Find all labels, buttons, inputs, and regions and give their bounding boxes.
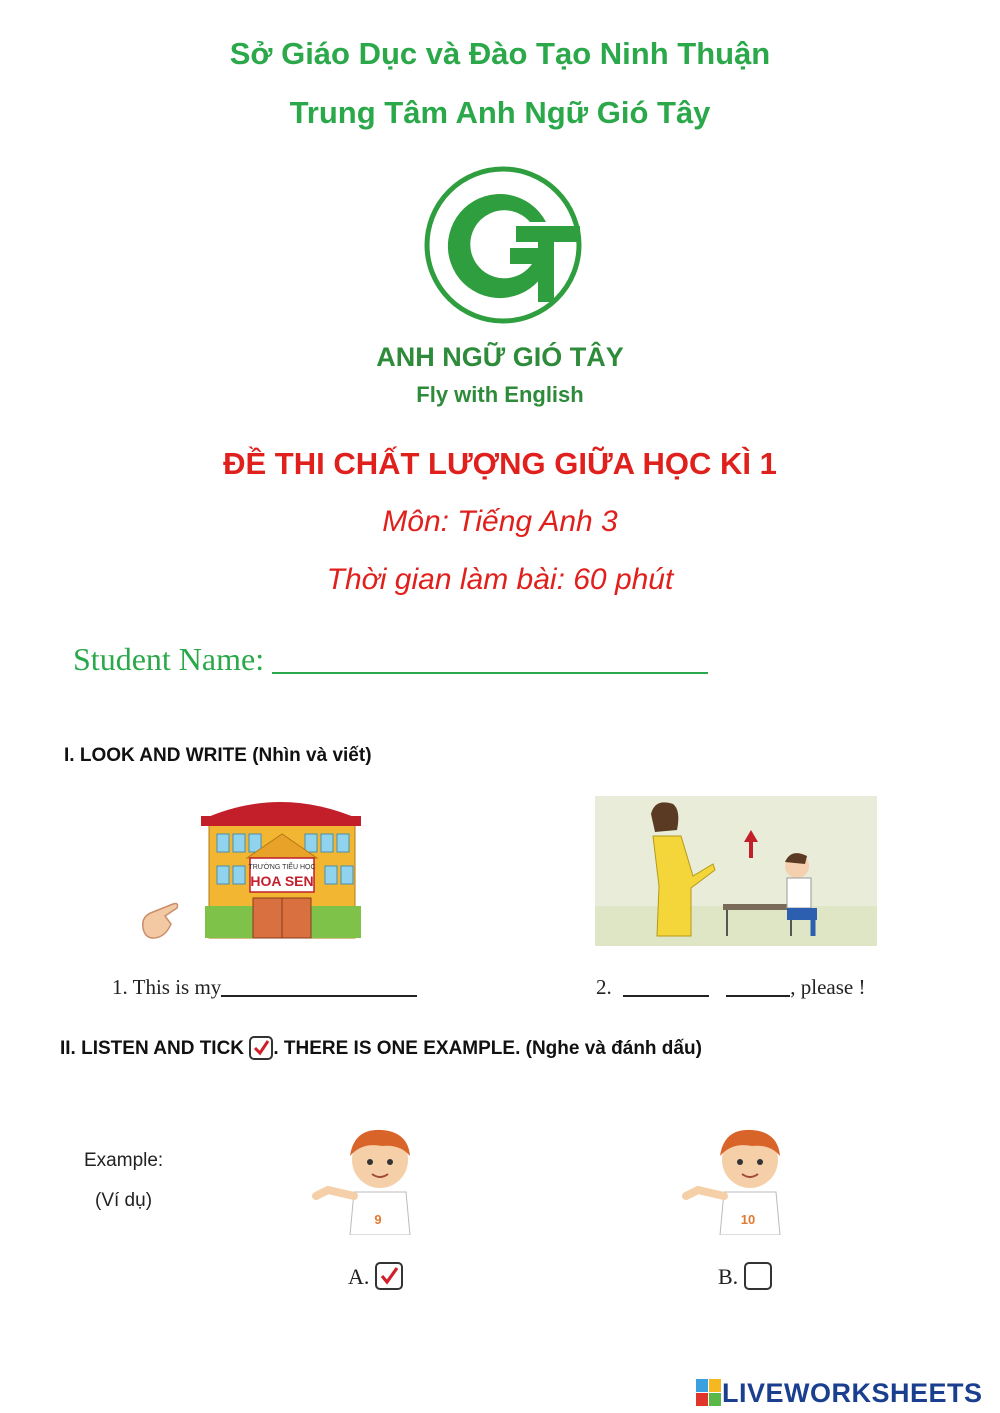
checked-box-icon: [249, 1036, 273, 1060]
student-name-input[interactable]: [272, 640, 708, 674]
brand-name: ANH NGỮ GIÓ TÂY: [376, 342, 624, 372]
shirt-number-a: 9: [374, 1212, 382, 1227]
option-a: [348, 1262, 403, 1290]
question-2: [596, 975, 865, 1000]
center-name: Trung Tâm Anh Ngữ Gió Tây: [289, 95, 711, 130]
school-sign: HOA SEN: [250, 873, 314, 889]
gt-logo-icon: [418, 160, 588, 330]
question-2-blank-2[interactable]: [726, 975, 790, 997]
teacher-picture: [595, 796, 877, 946]
exam-subject: Môn: Tiếng Anh 3: [382, 505, 618, 538]
pointing-hand-icon: [143, 904, 178, 939]
boy-picture-b: [680, 1120, 810, 1235]
liveworksheets-icon: [696, 1379, 722, 1407]
question-1-text: 1. This is my: [112, 975, 222, 999]
option-b-label: B.: [718, 1264, 739, 1289]
question-1-blank[interactable]: [221, 975, 417, 997]
option-a-checkbox[interactable]: [375, 1262, 403, 1290]
footer-brand: LIVEWORKSHEETS: [722, 1377, 983, 1408]
option-b-checkbox[interactable]: [744, 1262, 772, 1290]
section-1-heading: I. LOOK AND WRITE (Nhìn và viết): [64, 745, 372, 766]
example-sublabel: (Ví dụ): [95, 1190, 153, 1211]
section-2-heading-end: . THERE IS ONE EXAMPLE. (Nghe và đánh dấu): [273, 1038, 702, 1059]
brand-tagline: Fly with English: [416, 382, 584, 407]
exam-duration: Thời gian làm bài: 60 phút: [326, 563, 674, 596]
organization-title: Sở Giáo Dục và Đào Tạo Ninh Thuận: [229, 36, 771, 71]
student-name-field: [73, 640, 708, 678]
liveworksheets-logo: [696, 1376, 983, 1410]
example-label: Example:: [84, 1150, 164, 1171]
question-2-blank-1[interactable]: [623, 975, 709, 997]
section-2-heading: [60, 1036, 702, 1060]
boy-picture-a: [310, 1120, 440, 1235]
section-2-heading-start: II. LISTEN AND TICK: [60, 1038, 245, 1059]
school-sign-top: TRƯỜNG TIỂU HỌC: [248, 864, 316, 871]
question-2-suffix: , please !: [790, 975, 866, 999]
question-1: [112, 975, 417, 1000]
question-2-number: 2.: [596, 975, 612, 999]
school-picture: [135, 788, 435, 958]
exam-title: ĐỀ THI CHẤT LƯỢNG GIỮA HỌC KÌ 1: [223, 446, 777, 481]
student-name-label: Student Name:: [73, 641, 265, 677]
shirt-number-b: 10: [740, 1212, 756, 1227]
option-b: [718, 1262, 772, 1290]
option-a-label: A.: [348, 1264, 370, 1289]
checkmark-icon: [377, 1264, 401, 1288]
